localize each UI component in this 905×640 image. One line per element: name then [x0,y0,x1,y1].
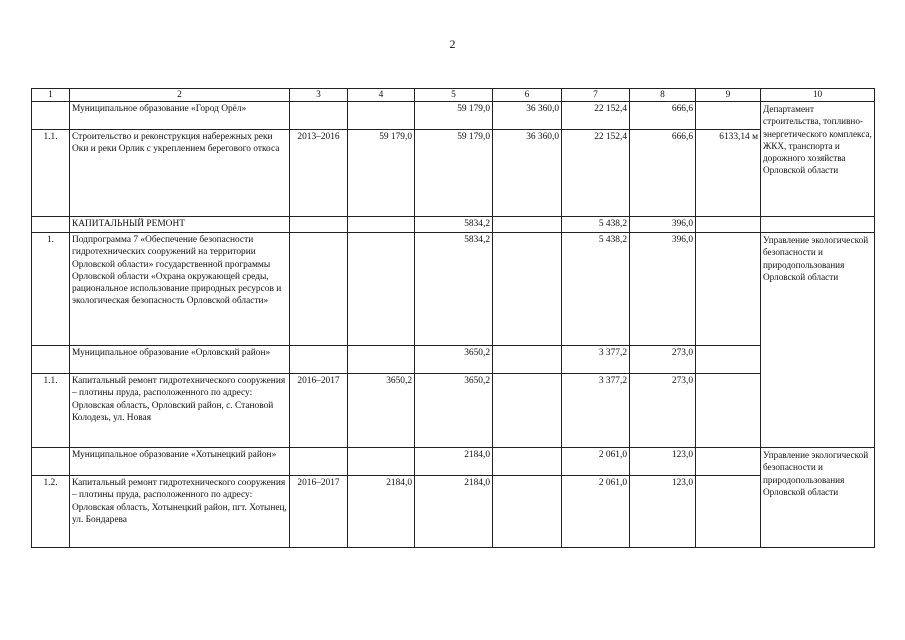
row-federal: 36 360,0 [493,130,562,217]
row-name: Капитальный ремонт гидротехнического сооружения – плотины пруда, расположенного по адресу: Орловская область, Хотынецкий район, пгт. Хотынец, ул. Бондарева [70,476,290,548]
row-capacity [696,476,761,548]
row-federal [493,217,562,233]
row-regional: 22 152,4 [562,102,630,130]
row-capacity [696,102,761,130]
table-row [32,476,875,548]
row-cost [348,233,415,346]
row-period: 2016–2017 [290,374,348,448]
row-number: 1.2. [32,476,70,548]
row-cost [348,217,415,233]
column-header: 5 [415,89,493,102]
row-federal [493,233,562,346]
section-title: КАПИТАЛЬНЫЙ РЕМОНТ [70,217,290,233]
row-local: 273,0 [630,346,696,374]
column-header: 10 [761,89,875,102]
row-period: 2013–2016 [290,130,348,217]
row-total: 5834,2 [415,217,493,233]
responsible-department [761,217,875,233]
row-federal [493,374,562,448]
row-name: Капитальный ремонт гидротехнического сооружения – плотины пруда, расположенного по адресу: Орловская область, Орловский район, с. Становой Колодезь, ул. Новая [70,374,290,448]
row-regional: 5 438,2 [562,233,630,346]
table-row [32,374,875,448]
row-name: Подпрограмма 7 «Обеспечение безопасности гидротехнических сооружений на территории Орловской области» государственной программы Орловской области «Охрана окружающей среды, рациональное использование природных ресурсов и экологическая безопасность Орловской области» [70,233,290,346]
table-row [32,448,875,476]
row-number: 1.1. [32,374,70,448]
row-cost [348,102,415,130]
responsible-department: Управление экологической безопасности и природопользования Орловской области [761,233,875,448]
responsible-department: Департамент строительства, топливно-энергетического комплекса, ЖКХ, транспорта и дорожного хозяйства Орловской области [761,102,875,217]
row-number: 1. [32,233,70,346]
row-local: 666,6 [630,102,696,130]
row-local: 273,0 [630,374,696,448]
row-total: 2184,0 [415,448,493,476]
row-regional: 3 377,2 [562,374,630,448]
row-period [290,346,348,374]
row-name: Муниципальное образование «Орловский район» [70,346,290,374]
column-header: 2 [70,89,290,102]
column-header: 3 [290,89,348,102]
page-number: 2 [449,37,456,51]
row-period [290,217,348,233]
row-capacity [696,346,761,374]
column-header: 7 [562,89,630,102]
row-regional: 5 438,2 [562,217,630,233]
table-row [32,102,875,130]
row-capacity [696,233,761,346]
row-cost: 2184,0 [348,476,415,548]
row-number [32,346,70,374]
row-capacity [696,217,761,233]
row-total: 59 179,0 [415,130,493,217]
column-header: 9 [696,89,761,102]
table-row [32,130,875,217]
column-header: 8 [630,89,696,102]
row-local: 123,0 [630,476,696,548]
row-local: 396,0 [630,233,696,346]
row-number [32,217,70,233]
row-federal [493,346,562,374]
row-period [290,102,348,130]
table-row [32,217,875,233]
row-regional: 22 152,4 [562,130,630,217]
row-period [290,448,348,476]
row-total: 3650,2 [415,346,493,374]
row-total: 2184,0 [415,476,493,548]
column-header: 6 [493,89,562,102]
column-header: 4 [348,89,415,102]
row-number [32,448,70,476]
row-name: Муниципальное образование «Хотынецкий район» [70,448,290,476]
row-number: 1.1. [32,130,70,217]
row-cost [348,448,415,476]
row-period: 2016–2017 [290,476,348,548]
responsible-department: Управление экологической безопасности и природопользования Орловской области [761,448,875,548]
row-local: 123,0 [630,448,696,476]
row-federal [493,448,562,476]
row-regional: 2 061,0 [562,476,630,548]
program-table [31,88,875,548]
row-regional: 2 061,0 [562,448,630,476]
row-period [290,233,348,346]
row-capacity: 6133,14 м [696,130,761,217]
row-local: 666,6 [630,130,696,217]
row-number [32,102,70,130]
row-capacity [696,374,761,448]
table-row [32,233,875,346]
row-federal: 36 360,0 [493,102,562,130]
row-federal [493,476,562,548]
column-header: 1 [32,89,70,102]
row-total: 5834,2 [415,233,493,346]
row-name: Муниципальное образование «Город Орёл» [70,102,290,130]
row-total: 3650,2 [415,374,493,448]
row-cost [348,346,415,374]
row-local: 396,0 [630,217,696,233]
row-cost: 3650,2 [348,374,415,448]
table-row [32,346,875,374]
row-total: 59 179,0 [415,102,493,130]
row-cost: 59 179,0 [348,130,415,217]
row-regional: 3 377,2 [562,346,630,374]
column-number-row [32,89,875,102]
row-name: Строительство и реконструкция набережных реки Оки и реки Орлик с укреплением берегового откоса [70,130,290,217]
row-capacity [696,448,761,476]
